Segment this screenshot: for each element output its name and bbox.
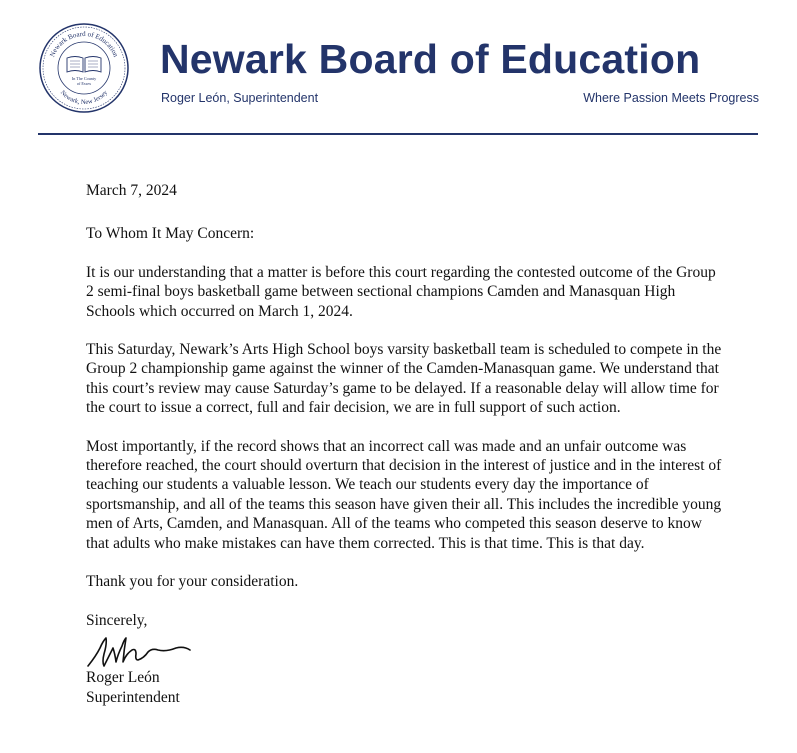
closing: Sincerely, xyxy=(86,611,148,629)
paragraph-3: Most importantly, if the record shows that an incorrect call was made and an unfair outcome was therefore reached, the court should overturn that decision in the interest of justice and in the interest of teaching our students a valuable lesson. We teach our students every day the importance of sportsmanship, and all of the teams this season have given their all. This includes the incredible young men of Arts, Camden, and Manasquan. All of the teams who competed this season deserve to know that adults who make mistakes can have them corrected. This is that time. This is that day. xyxy=(86,437,722,552)
letter-date: March 7, 2024 xyxy=(86,182,177,199)
signer-title: Superintendent xyxy=(86,688,180,706)
seal-inner-text-2: of Essex xyxy=(76,81,92,86)
seal-dotted-ring xyxy=(43,27,125,109)
signer-name: Roger León xyxy=(86,668,160,686)
superintendent-line: Roger León, Superintendent xyxy=(161,91,319,105)
seal-inner-ring xyxy=(58,42,110,94)
paragraph-4: Thank you for your consideration. xyxy=(86,573,299,591)
letter-body xyxy=(86,181,726,708)
book-icon xyxy=(67,57,101,73)
salutation: To Whom It May Concern: xyxy=(86,225,255,243)
seal-bottom-text: Newark, New Jersey xyxy=(58,89,110,107)
paragraph-2: This Saturday, Newark’s Arts High School boys varsity basketball team is scheduled to compete in the Group 2 championship game against the winner of the Camden-Manasquan game. We understand that this court’s review may cause Saturday’s game to be delayed. If a reasonable delay will allow time for the court to issue a correct, full and fair decision, we are in full support of such action. xyxy=(86,341,722,417)
seal-outer-text: Newark Board of Education xyxy=(48,29,120,59)
district-seal xyxy=(38,22,130,114)
paragraph-1: It is our understanding that a matter is before this court regarding the contested outcome of the Group 2 semi-final boys basketball game between sectional champions Camden and Manasquan High Schools which occurred on March 1, 2024. xyxy=(86,263,716,320)
signature-graphic xyxy=(86,632,196,670)
tagline: Where Passion Meets Progress xyxy=(583,91,759,105)
organization-name: Newark Board of Education xyxy=(160,36,701,82)
seal-inner-text-1: In The County xyxy=(71,76,97,81)
header-divider xyxy=(38,133,758,135)
